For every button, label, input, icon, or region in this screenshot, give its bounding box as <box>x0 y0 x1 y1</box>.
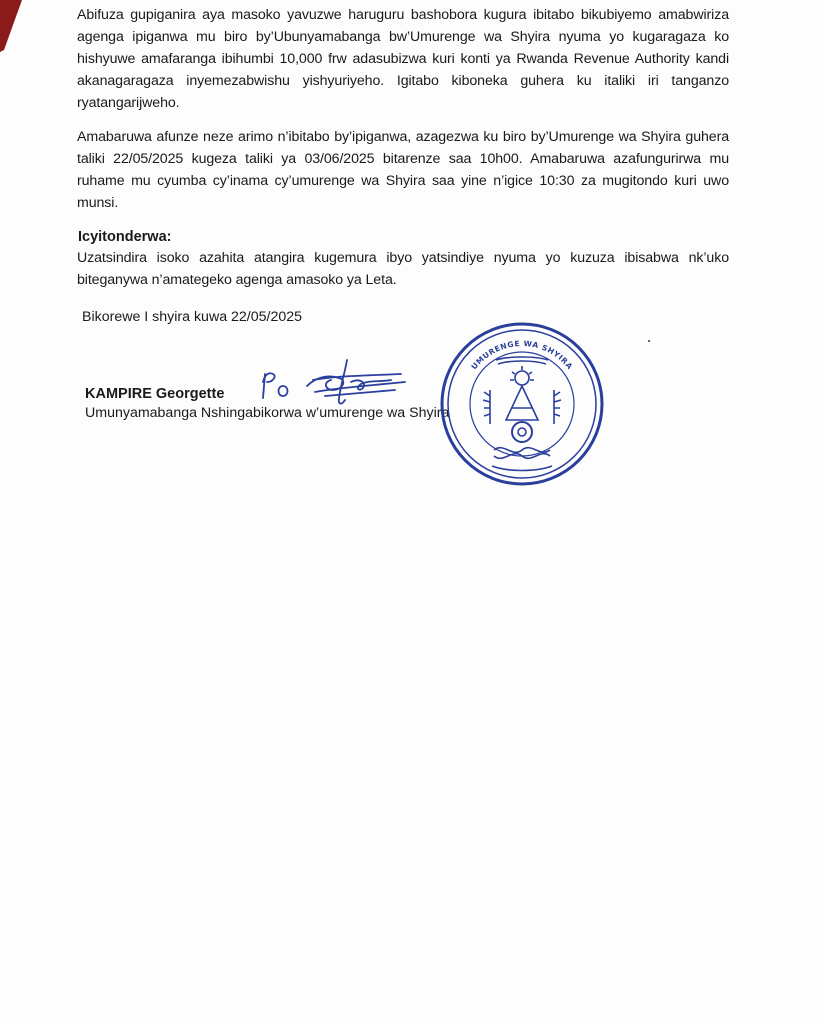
signer-title: Umunyamabanga Nshingabikorwa w’umurenge wa Shyira <box>85 405 450 421</box>
signer-name: KAMPIRE Georgette <box>85 386 225 402</box>
paragraph-note: Uzatsindira isoko azahita atangira kugemura ibyo yatsindiye nyuma yo kuzuza ibisabwa nk’uko biteganywa n’amategeko agenga amasoko ya Leta. <box>77 250 729 288</box>
dateline: Bikorewe I shyira kuwa 22/05/2025 <box>82 309 303 325</box>
paragraph-bidding-documents: Abifuza gupiganira aya masoko yavuzwe haruguru bashobora kugura ibitabo bikubiyemo amabwiriza agenga ipiganwa mu biro by’Ubunyamabanga bw’Umurenge wa Shyira nyuma yo kugaragaza ko hishyuwe amafaranga ibihumbi 10,000 frw adasubizwa kuri konti ya Rwanda Revenue Authority kandi akanagaragaza inyemezabwishu yishyuriyeho. Igitabo kiboneka guhera ku italiki iri tanganzo ryatangarijweho. <box>77 7 729 111</box>
note-heading: Icyitonderwa: <box>78 229 172 245</box>
official-seal <box>438 320 606 488</box>
paragraph-submission: Amabaruwa afunze neze arimo n’ibitabo by’ipiganwa, azagezwa ku biro by’Umurenge wa Shyira guhera taliki 22/05/2025 kugeza taliki ya 03/06/2025 bitarenze saa 10h00. Amabaruwa azafungurirwa mu ruhame mu cyumba cy’inama cy’umurenge wa Shyira saa yine n’igice 10:30 za mugitondo kuri uwo munsi. <box>77 129 729 211</box>
corner-mark <box>0 0 24 52</box>
stray-mark <box>648 340 650 342</box>
seal-text: UMURENGE WA SHYIRA <box>469 338 575 372</box>
handwritten-signature <box>255 352 415 412</box>
